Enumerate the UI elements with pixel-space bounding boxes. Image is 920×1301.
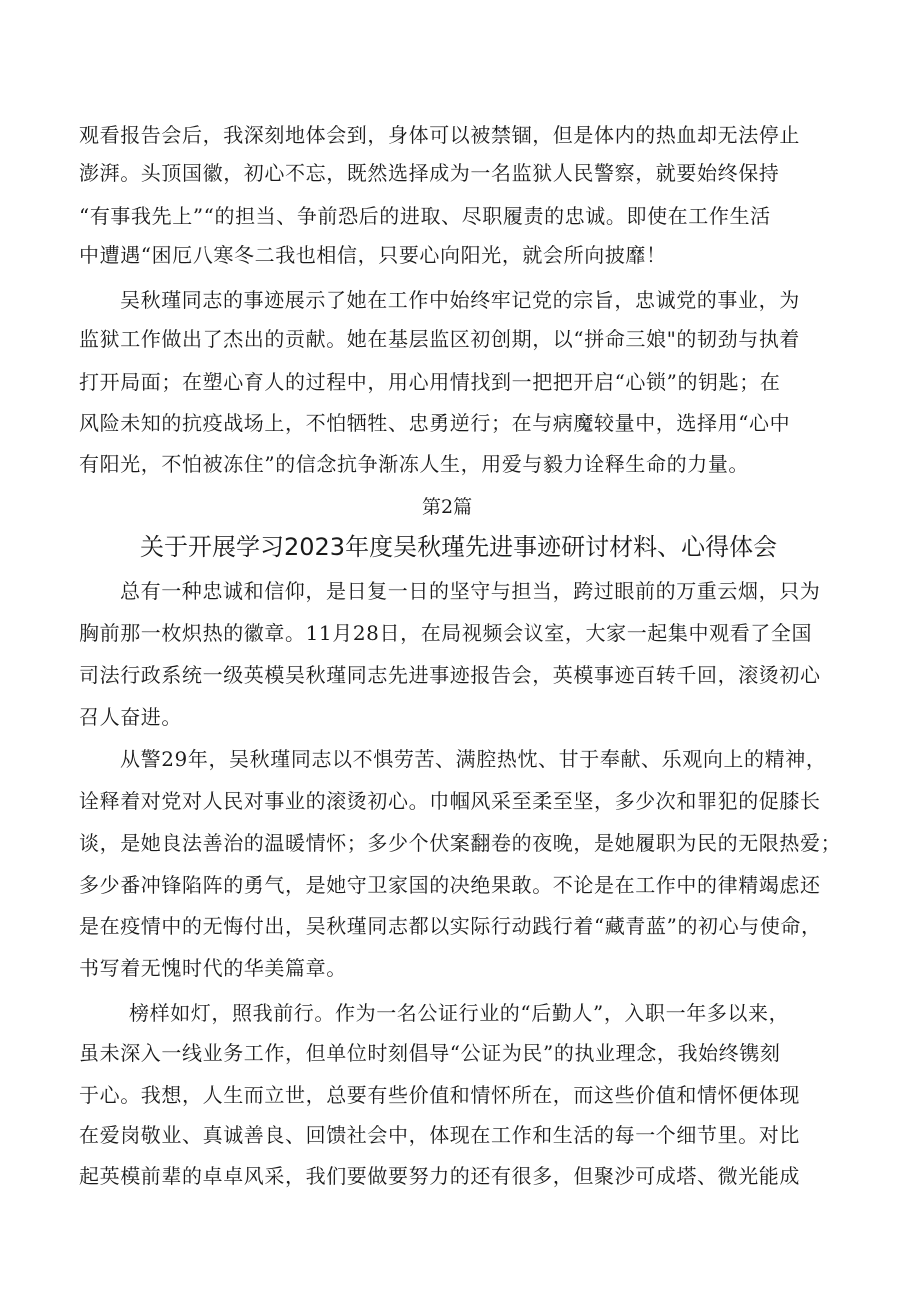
section-label: 第2篇	[422, 496, 473, 518]
text-line: 谈，是她良法善治的温暖情怀；多少个伏案翻卷的夜晚，是她履职为民的无限热爱；	[79, 831, 842, 855]
section-title: 关于开展学习2023年度吴秋瑾先进事迹研讨材料、心得体会	[140, 533, 778, 561]
text-line: 澎湃。头顶国徽，初心不忘，既然选择成为一名监狱人民警察，就要始终保持	[79, 161, 780, 185]
text-line: 是在疫情中的无悔付出，吴秋瑾同志都以实际行动践行着“藏青蓝”的初心与使命，	[79, 914, 822, 938]
text-line: 于心。我想，人生而立世，总要有些价值和情怀所在，而这些价值和情怀便体现	[79, 1083, 800, 1107]
text-line: 观看报告会后，我深刻地体会到，身体可以被禁锢，但是体内的热血却无法停止	[79, 123, 800, 147]
text-line: 在爱岗敬业、真诚善良、回馈社会中，体现在工作和生活的每一个细节里。对比	[79, 1123, 800, 1147]
text-line: 吴秋瑾同志的事迹展示了她在工作中始终牢记党的宗旨，忠诚党的事业，为	[120, 288, 800, 312]
text-line: “有事我先上”“的担当、争前恐后的进取、尽职履责的忠诚。即使在工作生活	[79, 204, 771, 228]
text-line: 虽未深入一线业务工作，但单位时刻倡导“公证为民”的执业理念，我始终镌刻	[79, 1041, 781, 1065]
text-line: 中遭遇“困厄八寒冬二我也相信，只要心向阳光，就会所向披靡！	[79, 243, 667, 267]
text-line: 胸前那一枚炽热的徽章。11月28日，在局视频会议室，大家一起集中观看了全国	[79, 621, 813, 645]
text-line: 榜样如灯，照我前行。作为一名公证行业的“后勤人”，入职一年多以来，	[129, 1001, 790, 1025]
text-line: 书写着无愧时代的华美篇章。	[79, 956, 347, 980]
text-line: 总有一种忠诚和信仰，是日复一日的坚守与担当，跨过眼前的万重云烟，只为	[120, 579, 821, 603]
text-line: 有阳光，不怕被冻住”的信念抗争渐冻人生，用爱与毅力诠释生命的力量。	[79, 452, 750, 476]
text-line: 风险未知的抗疫战场上，不怕牺牲、忠勇逆行；在与病魔较量中，选择用“心中	[79, 411, 791, 435]
text-line: 起英模前辈的卓卓风采，我们要做要努力的还有很多，但聚沙可成塔、微光能成	[79, 1164, 800, 1188]
text-line: 召人奋进。	[79, 705, 182, 729]
text-line: 诠释着对党对人民对事业的滚烫初心。巾帼风采至柔至坚，多少次和罪犯的促膝长	[79, 789, 821, 813]
text-line: 司法行政系统一级英模吴秋瑾同志先进事迹报告会，英模事迹百转千回，滚烫初心	[79, 663, 821, 687]
text-line: 从警29年，吴秋瑾同志以不惧劳苦、满腔热忱、甘于奉献、乐观向上的精神，	[120, 747, 827, 771]
text-line: 多少番冲锋陷阵的勇气，是她守卫家国的决绝果敢。不论是在工作中的律精竭虑还	[79, 873, 821, 897]
text-line: 监狱工作做出了杰出的贡献。她在基层监区初创期，以“拼命三娘"的韧劲与执着	[79, 327, 801, 351]
text-line: 打开局面；在塑心育人的过程中，用心用情找到一把把开启“心锁”的钥匙；在	[79, 370, 781, 394]
